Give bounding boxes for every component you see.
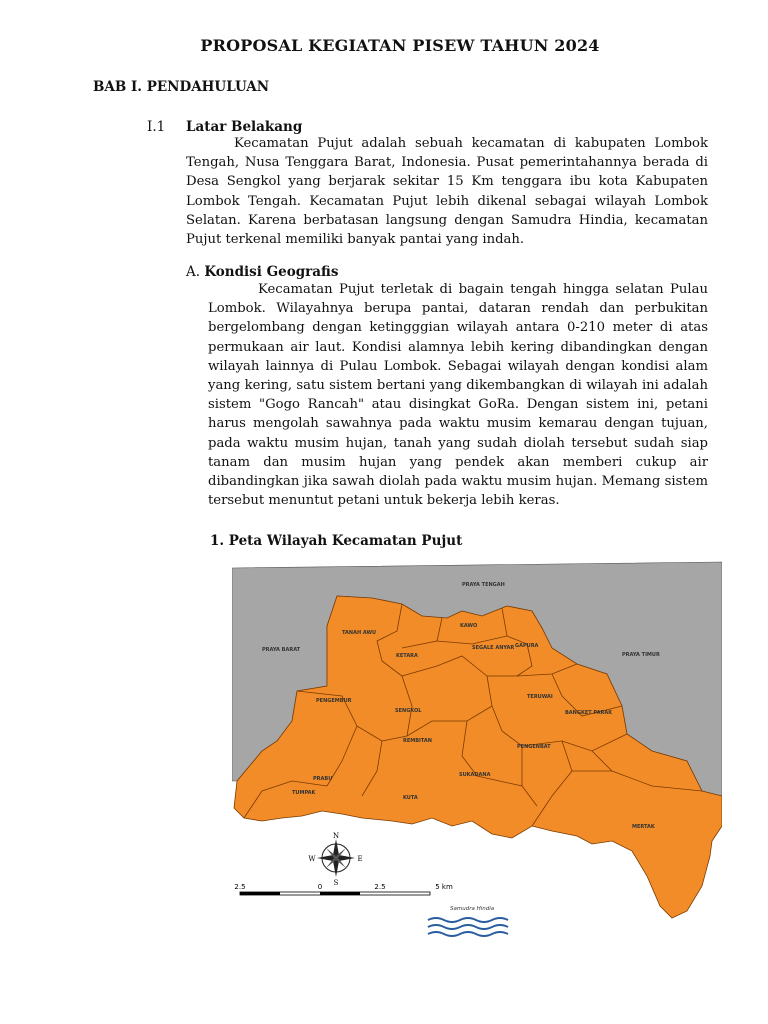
geography-paragraph: Kecamatan Pujut terletak di bagain tengah hingga selatan Pulau Lombok. Wilayahnya berupa pantai, dataran rendah dan perbukitan bergelombang dengan ketingggian wilayah antara 0-210 meter di atas permukaan air laut. Kondisi alamnya lebih kering dibandingkan dengan wilayah lainnya di Pulau Lombok. Sebagai wilayah dengan kondisi alam yang kering, satu sistem bertani yang dikembangkan di wilayah ini adalah sistem "Gogo Rancah" atau disingkat GoRa. Dengan sistem ini, petani harus mengolah sawahnya pada waktu musim kemarau dengan tujuan, pada waktu musim hujan, tanah yang sudah diolah tersebut sudah siap tanam dan musim hujan yang pendek akan memberi cukup air dibandingkan jika sawah diolah pada waktu musim hujan. Memang sistem tersebut menuntut petani untuk bekerja lebih keras.	[208, 282, 708, 509]
figure-caption: 1. Peta Wilayah Kecamatan Pujut	[210, 533, 463, 549]
section-number: I.1	[147, 119, 166, 135]
map-svg	[232, 556, 722, 938]
background-paragraph: Kecamatan Pujut adalah sebuah kecamatan di kabupaten Lombok Tengah, Nusa Tenggara Barat, Indonesia. Pusat pemerintahannya berada di Desa Sengkol yang berjarak sekitar 15 Km tenggara ibu kota Kabupaten Lombok Tengah. Kecamatan Pujut lebih dikenal sebagai wilayah Lombok Selatan. Karena berbatasan langsung dengan Samudra Hindia, kecamatan Pujut terkenal memiliki banyak pantai yang indah.	[186, 136, 708, 248]
village-label: PRABU	[313, 776, 333, 782]
village-label: SENGKOL	[395, 708, 422, 714]
compass-north-label: N	[332, 832, 340, 840]
village-label: MERTAK	[632, 824, 655, 830]
subsection-heading	[186, 264, 338, 280]
village-label: TANAH AWU	[342, 630, 377, 636]
compass-east-label: E	[357, 855, 363, 863]
scale-label-3: 2.5	[374, 883, 386, 891]
compass-south-label: S	[333, 879, 339, 887]
neighbor-label: PRAYA TIMUR	[622, 652, 660, 658]
scale-label-4: 5 km	[435, 883, 453, 891]
neighbor-label: PRAYA BARAT	[262, 647, 301, 653]
village-label: REMBITAN	[403, 738, 432, 744]
chapter-heading: BAB I. PENDAHULUAN	[93, 79, 270, 95]
village-label: KUTA	[403, 795, 418, 801]
village-label: KETARA	[396, 653, 418, 659]
village-label: PENGENBAT	[517, 744, 551, 750]
scale-label-1: 2.5	[234, 883, 246, 891]
village-label: BANGKET PARAK	[565, 710, 613, 716]
neighbor-label: PRAYA TENGAH	[462, 582, 505, 588]
village-label: SEGALE ANYAR	[472, 645, 515, 651]
village-label: KAWO	[460, 623, 478, 629]
sea-label: Samudra Hindia	[450, 906, 495, 912]
village-label: SUKADANA	[459, 772, 491, 778]
village-label: GAPURA	[515, 643, 539, 649]
village-label: TERUWAI	[527, 694, 553, 700]
scale-label-2: 0	[317, 883, 323, 891]
village-label: PENGEMBUR	[316, 698, 352, 704]
document-title: PROPOSAL KEGIATAN PISEW TAHUN 2024	[200, 36, 600, 55]
compass-west-label: W	[308, 855, 316, 863]
section-title: Latar Belakang	[186, 119, 303, 135]
subsection-title: Kondisi Geografis	[204, 264, 339, 280]
district-map	[232, 556, 722, 938]
subsection-letter: A.	[186, 264, 201, 280]
village-label: TUMPAK	[292, 790, 316, 796]
